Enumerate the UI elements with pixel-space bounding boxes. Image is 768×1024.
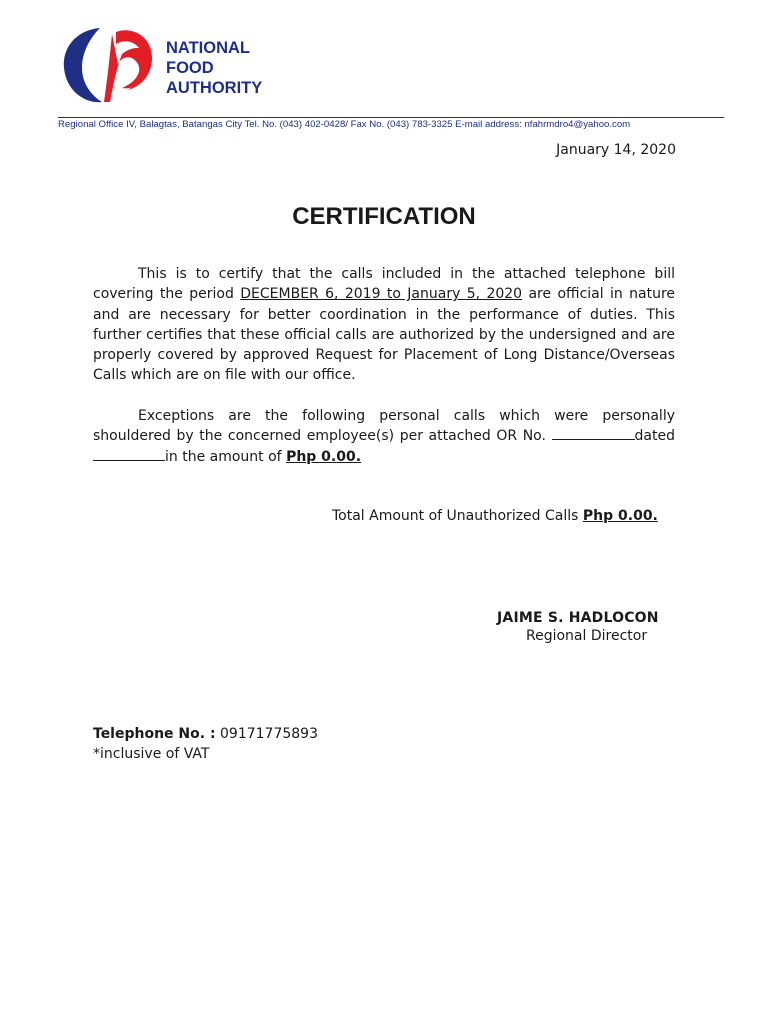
org-name-line1: NATIONAL bbox=[166, 39, 251, 57]
para1-text-a: This is to certify that the calls included in the attached telephone bill covering the period bbox=[93, 266, 675, 303]
telephone-label: Telephone No. : bbox=[93, 726, 216, 742]
document-date: January 14, 2020 bbox=[556, 142, 676, 158]
contact-info: Regional Office IV, Balagtas, Batangas City Tel. No. (043) 402-0428/ Fax No. (043) 783-3325 E-mail address: nfahrmdro4@yahoo.com bbox=[58, 119, 631, 130]
para2-amount-label: the amount of bbox=[182, 448, 282, 465]
exceptions-paragraph bbox=[93, 406, 675, 467]
signatory-title: Regional Director bbox=[526, 628, 648, 644]
total-amount: Php 0.00. bbox=[582, 508, 658, 524]
or-number-blank bbox=[552, 427, 635, 440]
organization-name bbox=[166, 38, 262, 98]
billing-period: DECEMBER 6, 2019 to January 5, 2020 bbox=[240, 286, 523, 303]
para2-text-a: Exceptions are the following personal calls which were personally shouldered by the concerned employee(s) per attached OR No. bbox=[93, 408, 675, 445]
certification-paragraph bbox=[93, 264, 675, 386]
telephone-number: 09171775893 bbox=[220, 726, 318, 742]
telephone-line bbox=[93, 726, 318, 742]
para2-dated: dated bbox=[634, 428, 675, 445]
header-divider bbox=[58, 117, 724, 118]
signatory-name: JAIME S. HADLOCON bbox=[497, 610, 659, 626]
total-line bbox=[332, 508, 658, 524]
org-name-line2: FOOD bbox=[166, 59, 214, 77]
org-name-line3: AUTHORITY bbox=[166, 79, 263, 97]
total-label: Total Amount of Unauthorized Calls bbox=[332, 508, 579, 524]
nfa-logo-icon bbox=[62, 24, 156, 110]
document-title: CERTIFICATION bbox=[292, 203, 476, 230]
date-blank bbox=[93, 448, 165, 461]
exception-amount: Php 0.00. bbox=[286, 448, 362, 465]
vat-note: *inclusive of VAT bbox=[93, 746, 210, 762]
para1-text-b: are official in nature and are necessary for better coordination in the performance of duties. This further certifies that these official calls are authorized by the undersigned and are properly covered by approved Request for Placement of Long Distance/Overseas Calls which are on file with our office. bbox=[93, 286, 676, 384]
para2-in: in bbox=[165, 448, 178, 465]
